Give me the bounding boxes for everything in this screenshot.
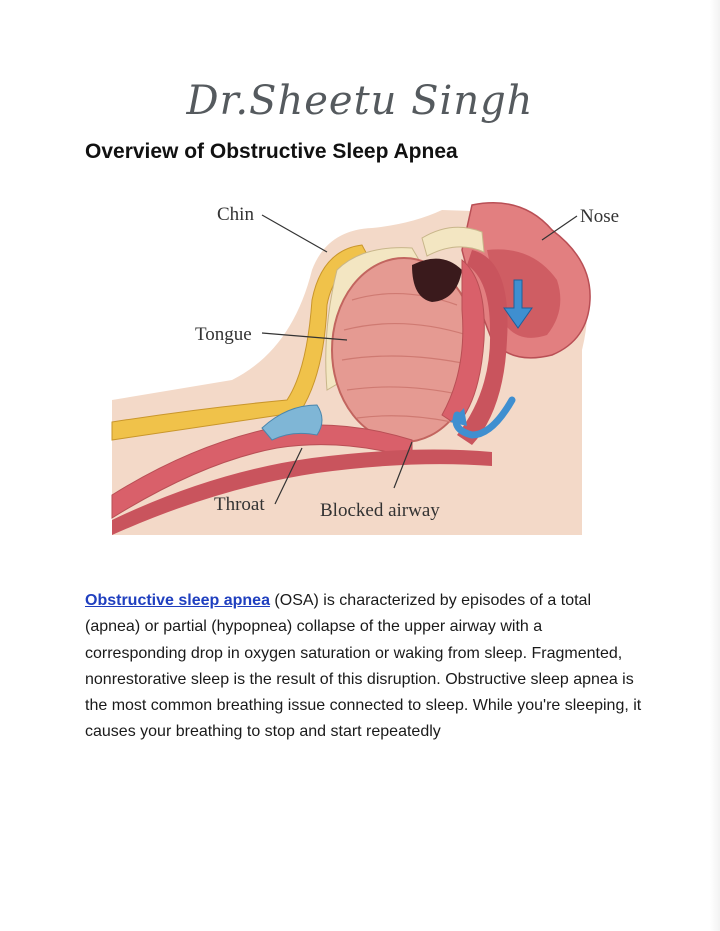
page-edge-shadow <box>710 0 720 931</box>
label-tongue: Tongue <box>195 324 252 345</box>
label-chin: Chin <box>217 204 254 225</box>
article-paragraph <box>85 588 645 746</box>
label-nose: Nose <box>580 206 620 227</box>
paragraph-text: (OSA) is characterized by episodes of a total (apnea) or partial (hypopnea) collapse of the upper airway with a corresponding drop in oxygen saturation or waking from sleep. Fragmented, nonrestorative sleep is the result of this disruption. Obstructive sleep apnea is the most common breathing issue connected to sleep. While you're sleeping, it causes your breathing to stop and start repeatedly <box>85 592 642 741</box>
label-blocked-airway: Blocked airway <box>320 500 440 521</box>
osa-link[interactable]: Obstructive sleep apnea <box>85 592 270 609</box>
page-title: Overview of Obstructive Sleep Apnea <box>85 140 458 163</box>
label-throat: Throat <box>214 494 265 515</box>
logo-text: Dr.Sheetu Singh <box>186 78 534 124</box>
airway-anatomy-illustration <box>112 190 620 535</box>
chin-leader-line <box>262 215 327 252</box>
